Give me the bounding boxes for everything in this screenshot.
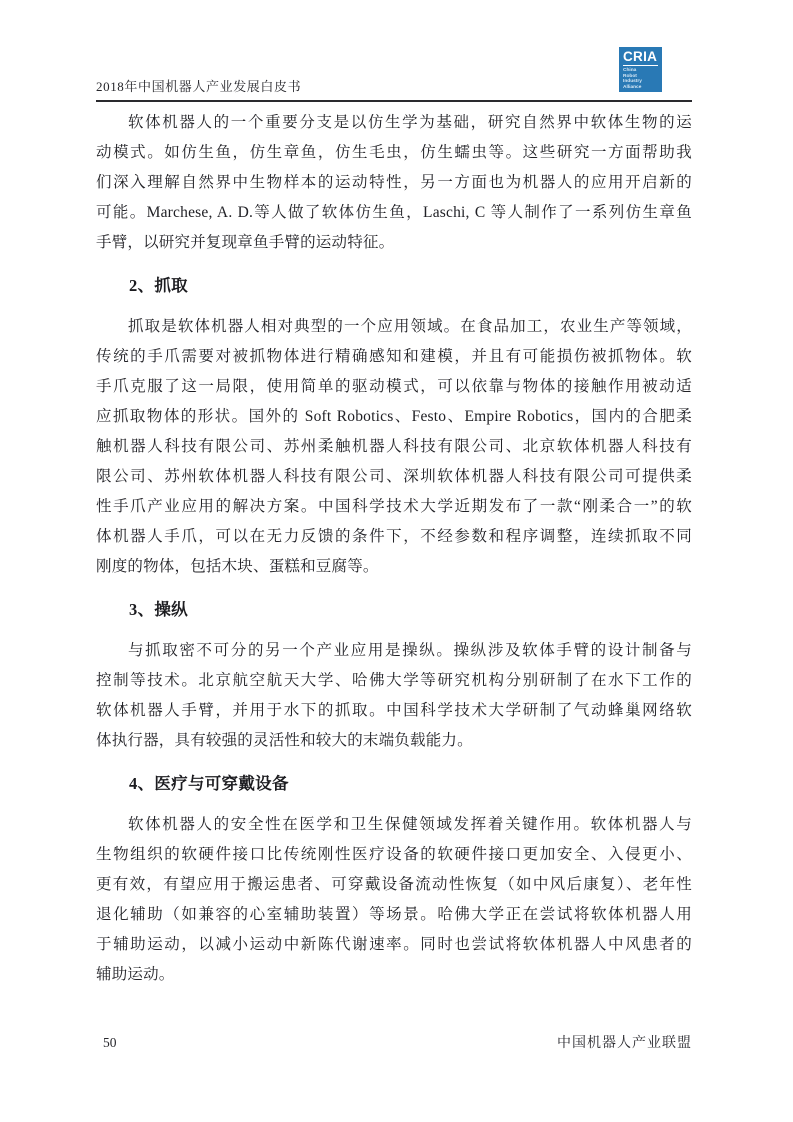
body-content — [96, 108, 692, 990]
cria-logo — [619, 47, 662, 92]
text-line: 控制等技术。北京航空航天大学、哈佛大学等研究机构分别研制了在水下工作的 — [96, 672, 692, 689]
text-line: 生物组织的软硬件接口比传统刚性医疗设备的软硬件接口更加安全、入侵更小、 — [96, 846, 692, 863]
text-line: 软体机器人的安全性在医学和卫生保健领域发挥着关键作用。软体机器人与 — [128, 816, 692, 833]
text-line: 软体机器人的一个重要分支是以仿生学为基础，研究自然界中软体生物的运 — [128, 114, 692, 131]
text-line: 软体机器人手臂，并用于水下的抓取。中国科学技术大学研制了气动蜂巢网络软 — [96, 702, 692, 719]
page-number: 50 — [103, 1035, 117, 1050]
text-line: 于辅助运动，以减小运动中新陈代谢速率。同时也尝试将软体机器人中风患者的 — [96, 936, 692, 953]
page-header — [96, 73, 692, 102]
paragraph — [96, 312, 692, 582]
text-line: 传统的手爪需要对被抓物体进行精确感知和建模，并且有可能损伤被抓物体。软 — [96, 348, 692, 365]
text-line: 性手爪产业应用的解决方案。中国科学技术大学近期发布了一款“刚柔合一”的软 — [96, 498, 692, 515]
paragraph — [96, 108, 692, 258]
footer-organization: 中国机器人产业联盟 — [557, 1036, 692, 1051]
logo-org-line: China — [623, 68, 637, 73]
logo-org-line: Robot — [623, 73, 637, 79]
text-line: 限公司、苏州软体机器人科技有限公司、深圳软体机器人科技有限公司可提供柔 — [96, 468, 692, 485]
text-line: 体执行器，具有较强的灵活性和较大的末端负载能力。 — [96, 732, 473, 749]
text-line: 更有效，有望应用于搬运患者、可穿戴设备流动性恢复（如中风后康复）、老年性 — [96, 876, 692, 893]
text-line: 手臂，以研究并复现章鱼手臂的运动特征。 — [96, 234, 395, 251]
section-heading: 4、医疗与可穿戴设备 — [129, 774, 289, 793]
text-line: 们深入理解自然界中生物样本的运动特性，另一方面也为机器人的应用开启新的 — [96, 174, 692, 191]
text-line: 刚度的物体，包括木块、蛋糕和豆腐等。 — [96, 558, 379, 575]
text-line: 辅助运动。 — [96, 966, 175, 983]
paragraph — [96, 636, 692, 756]
text-line: 抓取是软体机器人相对典型的一个应用领域。在食品加工，农业生产等领域， — [128, 318, 692, 335]
text-line: 与抓取密不可分的另一个产业应用是操纵。操纵涉及软体手臂的设计制备与 — [128, 642, 692, 659]
text-line: 动模式。如仿生鱼，仿生章鱼，仿生毛虫，仿生蠕虫等。这些研究一方面帮助我 — [96, 144, 692, 161]
logo-acronym-text: CRIA — [623, 49, 658, 64]
logo-org-line: Industry — [623, 79, 642, 85]
text-line: 退化辅助（如兼容的心室辅助装置）等场景。哈佛大学正在尝试将软体机器人用 — [96, 906, 692, 923]
header-title: 2018年中国机器人产业发展白皮书 — [96, 79, 302, 94]
logo-org-line: Alliance — [623, 84, 642, 90]
page-footer — [96, 1032, 692, 1052]
text-line: 手爪克服了这一局限，使用简单的驱动模式，可以依靠与物体的接触作用被动适 — [96, 378, 692, 395]
paragraph — [96, 810, 692, 990]
section-heading: 3、操纵 — [129, 600, 188, 619]
text-line: 可能。Marchese, A. D.等人做了软体仿生鱼，Laschi, C 等人制作了一系列仿生章鱼 — [96, 204, 692, 221]
section-heading: 2、抓取 — [129, 276, 188, 295]
text-line: 应抓取物体的形状。国外的 Soft Robotics、Festo、Empire Robotics，国内的合肥柔 — [96, 408, 692, 425]
text-line: 体机器人手爪，可以在无力反馈的条件下，不经参数和程序调整，连续抓取不同 — [96, 528, 692, 545]
text-line: 触机器人科技有限公司、苏州柔触机器人科技有限公司、北京软体机器人科技有 — [96, 438, 692, 455]
